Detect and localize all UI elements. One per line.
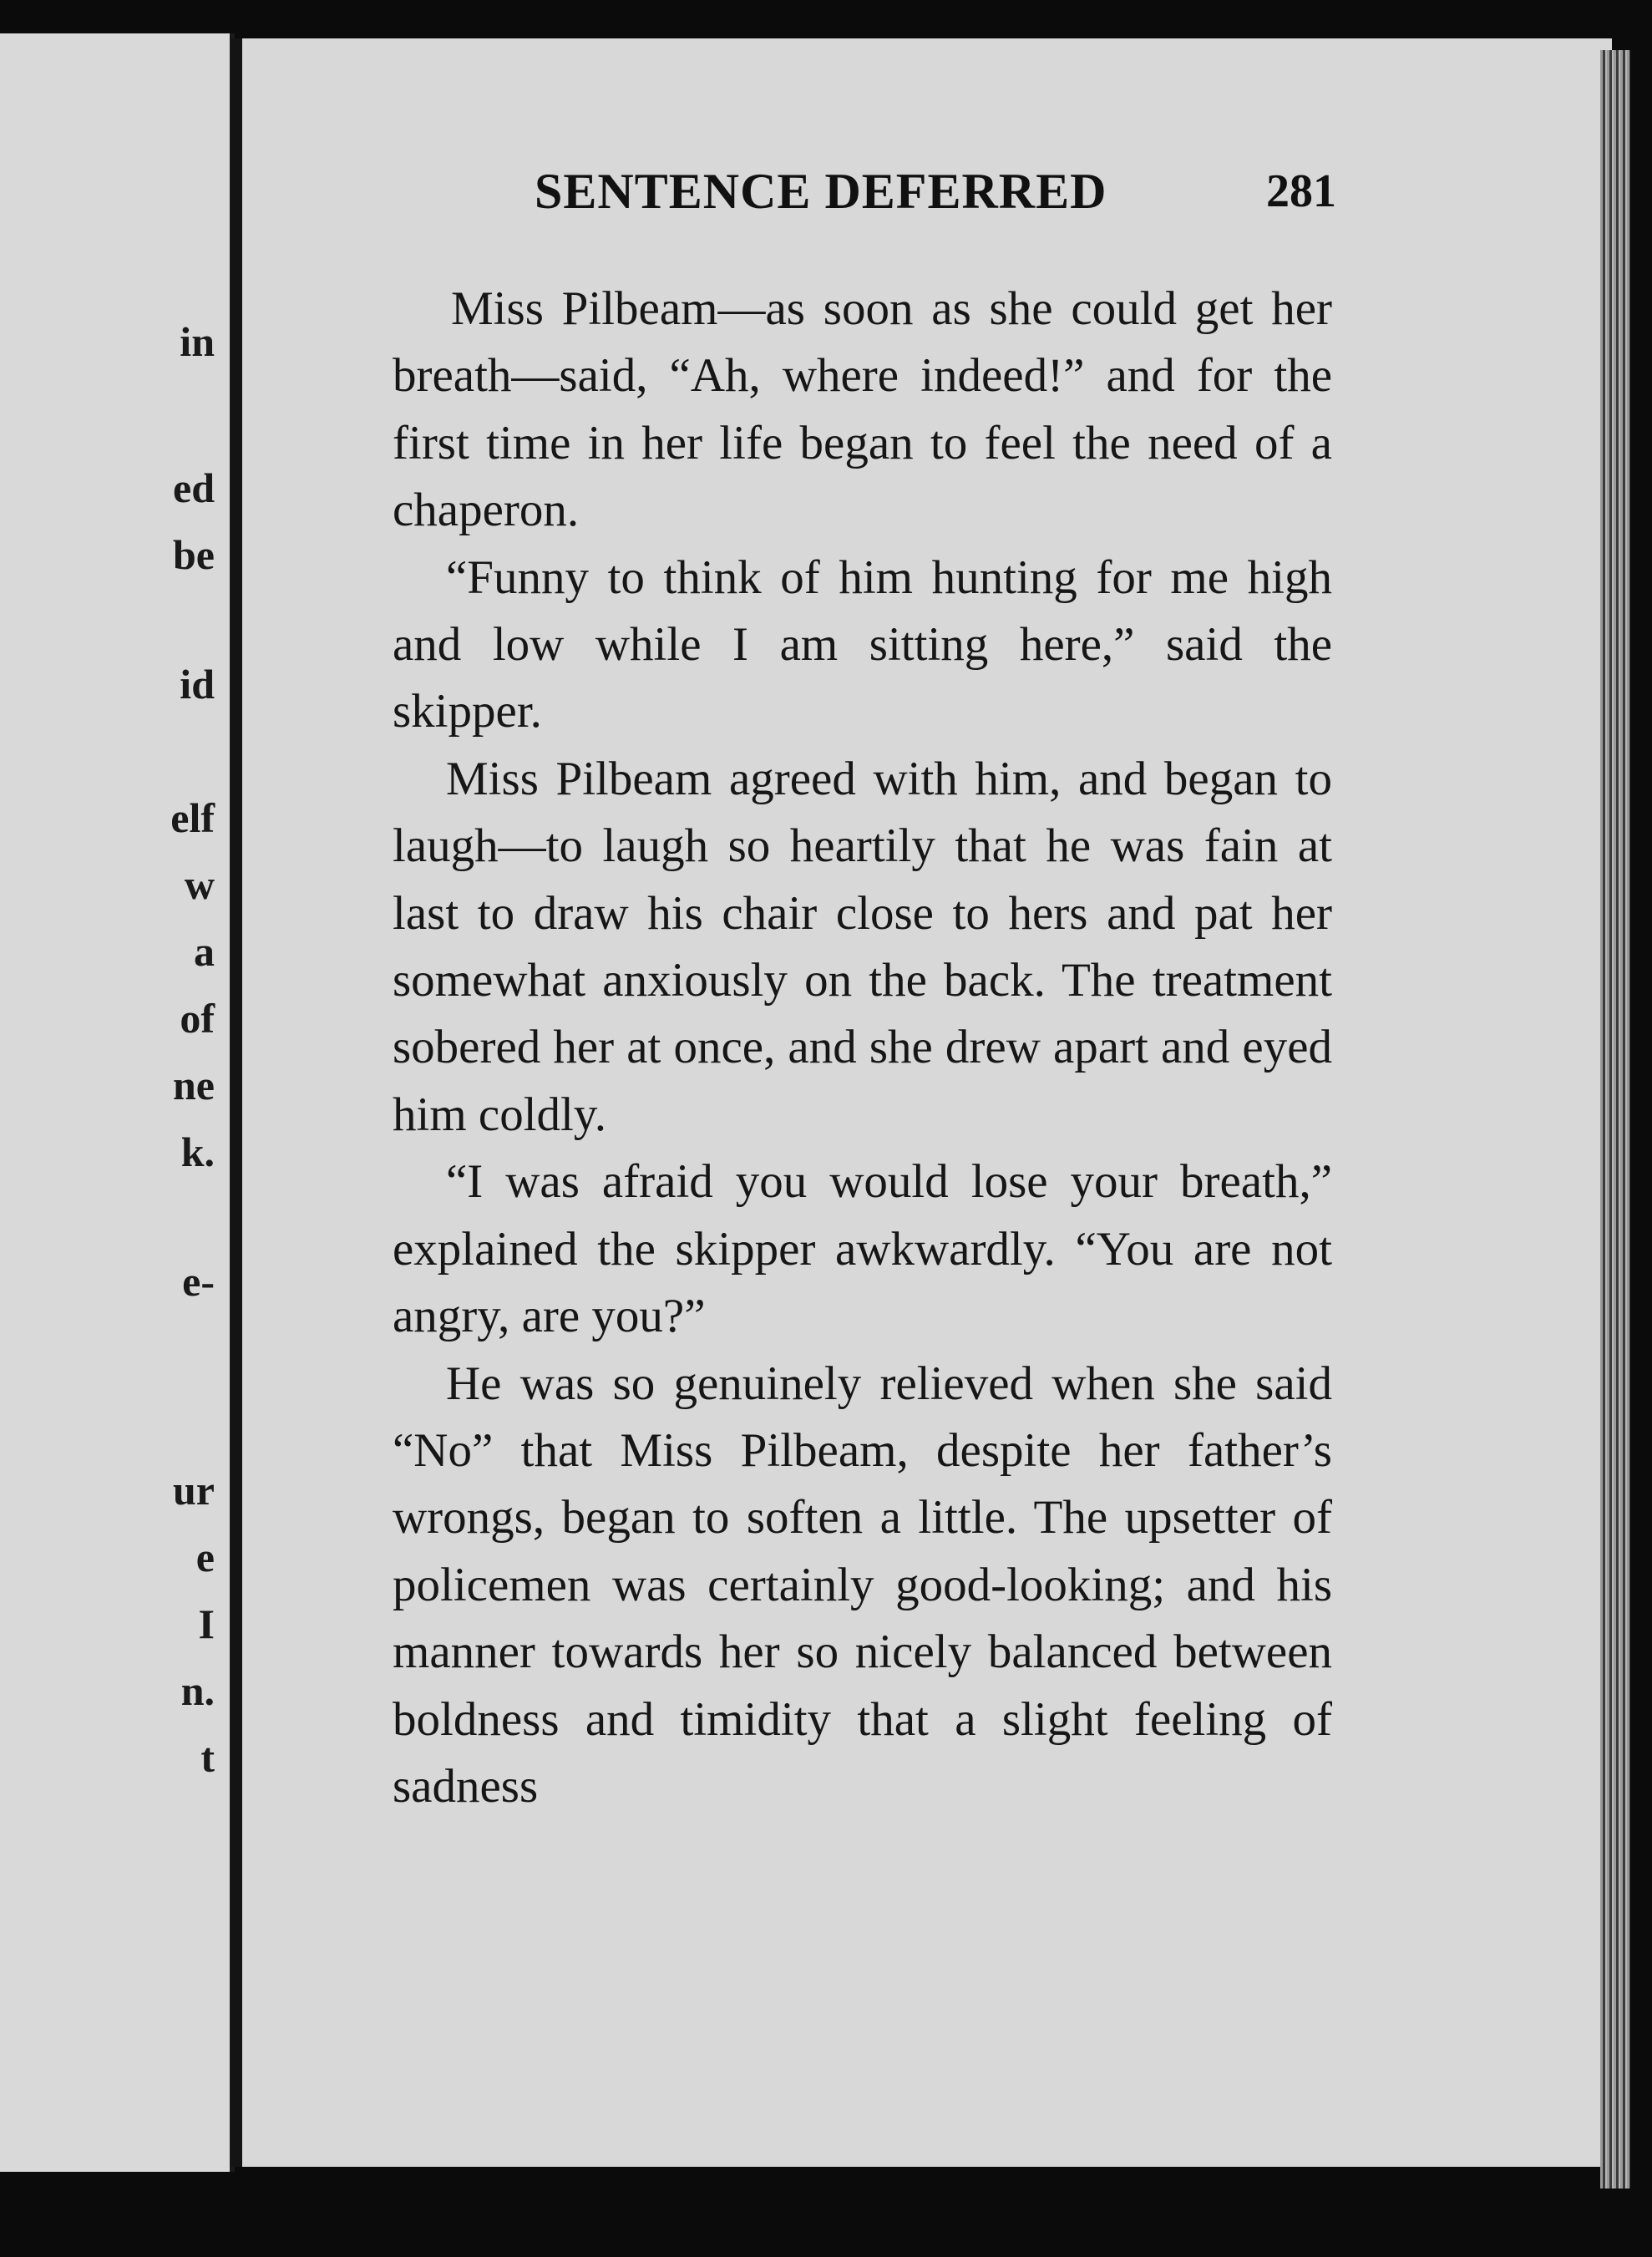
- left-page-fragment: of: [180, 995, 215, 1042]
- left-page-fragment: e: [195, 1534, 215, 1580]
- page-number: 281: [1266, 165, 1336, 217]
- left-page-fragment: ne: [173, 1062, 215, 1108]
- left-page-fragment: w: [184, 861, 215, 908]
- left-page-fragment: k.: [180, 1128, 215, 1175]
- paragraph: Miss Pilbeam—as soon as she could get her breath—said, “Ah, where indeed!” and for the first time in her life began to feel the need of a chaperon.: [393, 282, 1332, 537]
- left-page-fragment: I: [198, 1600, 215, 1647]
- left-page-fragment: elf: [170, 794, 215, 841]
- running-head-title: SENTENCE DEFERRED: [535, 164, 1107, 219]
- left-page-fragment: ur: [173, 1467, 215, 1514]
- page-edge: [1600, 50, 1630, 2189]
- left-page-fragment: e-: [182, 1258, 215, 1305]
- left-page-fragment: be: [173, 531, 215, 578]
- left-page-fragment: ed: [173, 464, 215, 511]
- left-page: [0, 33, 235, 2172]
- paragraph: “Funny to think of him hunting for me high and low while I am sitting here,” said the skipper.: [393, 550, 1332, 738]
- left-page-fragment: t: [200, 1734, 215, 1781]
- paragraph: Miss Pilbeam agreed with him, and began to laugh—to laugh so heartily that he was fain at last to draw his chair close to hers and pat her somewhat anxiously on the back. The treatment sobered her at once, and she drew apart and eyed him coldly.: [393, 752, 1332, 1141]
- paragraph: He was so genuinely relieved when she said “No” that Miss Pilbeam, despite her father’s wrongs, began to soften a little. The upsetter of policemen was certainly good-looking; and his manner towards her so nicely balanced between boldness and timidity that a slight feeling of sadness: [393, 1357, 1332, 1813]
- left-page-fragment: a: [194, 928, 215, 975]
- body-text: [393, 276, 1332, 1820]
- paragraph: “I was afraid you would lose your breath,” explained the skipper awkwardly. “You are not angry, are you?”: [393, 1155, 1332, 1343]
- left-page-fragment: in: [180, 318, 215, 365]
- left-page-fragment: id: [180, 661, 215, 708]
- running-head: [535, 163, 1336, 238]
- left-page-fragment: n.: [180, 1667, 215, 1714]
